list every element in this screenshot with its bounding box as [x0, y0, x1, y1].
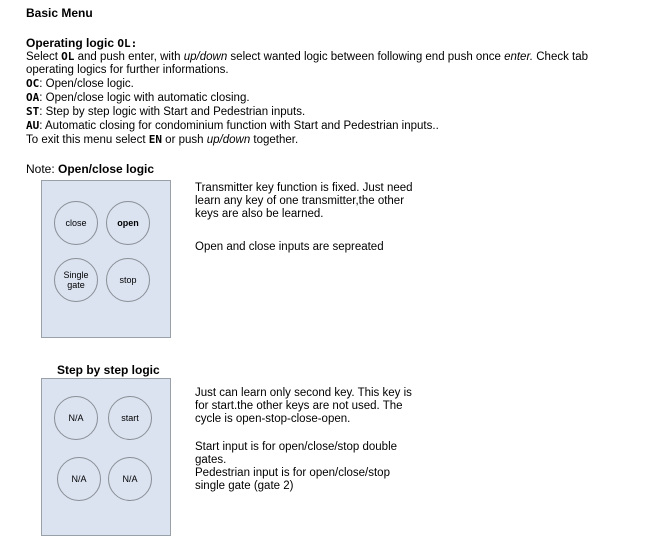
option-st — [26, 105, 305, 119]
text-segment: or push — [161, 134, 207, 146]
code-en: EN — [148, 133, 162, 146]
description-line: Just can learn only second key. This key is — [195, 387, 412, 399]
key-label: stop — [119, 275, 137, 285]
code-ol: OL — [61, 50, 75, 63]
description-line: learn any key of one transmitter,the other — [195, 195, 405, 207]
operating-logic-code: OL: — [117, 37, 138, 50]
option-code: ST — [26, 105, 40, 118]
key-label: N/A — [122, 474, 138, 484]
text-segment: together. — [250, 134, 299, 146]
description-line: cycle is open-stop-close-open. — [195, 413, 351, 425]
description-line: for start.the other keys are not used. The — [195, 400, 403, 412]
option-text: : Automatic closing for condominium function with Start and Pedestrian inputs.. — [39, 120, 439, 132]
key-label: N/A — [71, 474, 87, 484]
operating-logic-label: Operating logic — [26, 36, 118, 50]
option-code: OA — [26, 91, 40, 104]
open-close-inputs-note: Open and close inputs are sepreated — [195, 241, 384, 253]
step-inputs-description — [195, 441, 397, 493]
option-text: : Step by step logic with Start and Pedestrian inputs. — [39, 106, 306, 118]
key-label: start — [121, 413, 139, 423]
open-close-description — [195, 182, 413, 221]
operating-line-2: operating logics for further informations. — [26, 64, 229, 76]
key-na-3 — [108, 457, 152, 501]
option-code: OC — [26, 77, 40, 90]
key-label: Single gate — [63, 270, 89, 290]
key-close — [54, 201, 98, 245]
key-na-1 — [54, 396, 98, 440]
note-prefix: Note: — [26, 162, 59, 176]
text-segment: Check tab — [533, 51, 589, 63]
option-text: : Open/close logic with automatic closing. — [39, 92, 250, 104]
option-text: : Open/close logic. — [39, 78, 134, 90]
emphasis-up-down: up/down — [206, 134, 251, 146]
key-open — [106, 201, 150, 245]
page-title: Basic Menu — [26, 6, 93, 20]
emphasis-enter: enter. — [504, 51, 534, 63]
text-segment: Select — [26, 51, 62, 63]
key-start — [108, 396, 152, 440]
operating-line-1 — [26, 50, 588, 64]
remote-open-close — [41, 180, 171, 338]
option-code: AU — [26, 119, 40, 132]
text-segment: and push enter, with — [74, 51, 184, 63]
emphasis-up-down: up/down — [183, 51, 228, 63]
step-description — [195, 387, 412, 426]
operating-logic-heading — [26, 36, 137, 51]
text-segment: select wanted logic between following end push once — [227, 51, 505, 63]
description-line: single gate (gate 2) — [195, 480, 294, 492]
key-na-2 — [57, 457, 101, 501]
description-line: keys are also be learned. — [195, 208, 324, 220]
description-line: Start input is for open/close/stop double — [195, 441, 398, 453]
option-oa — [26, 91, 250, 105]
key-stop — [106, 258, 150, 302]
option-au — [26, 119, 439, 133]
note-title: Open/close logic — [58, 162, 155, 176]
remote-step-by-step — [41, 378, 171, 536]
key-label: open — [117, 218, 139, 228]
key-single-gate — [54, 258, 98, 302]
exit-instruction — [26, 133, 298, 147]
description-line: Transmitter key function is fixed. Just need — [195, 182, 413, 194]
note-heading — [26, 162, 154, 176]
key-label: N/A — [68, 413, 84, 423]
option-oc — [26, 77, 134, 91]
description-line: gates. — [195, 454, 227, 466]
key-label: close — [65, 218, 87, 228]
text-segment: To exit this menu select — [26, 134, 149, 146]
description-line: Pedestrian input is for open/close/stop — [195, 467, 390, 479]
step-logic-title: Step by step logic — [57, 363, 160, 377]
